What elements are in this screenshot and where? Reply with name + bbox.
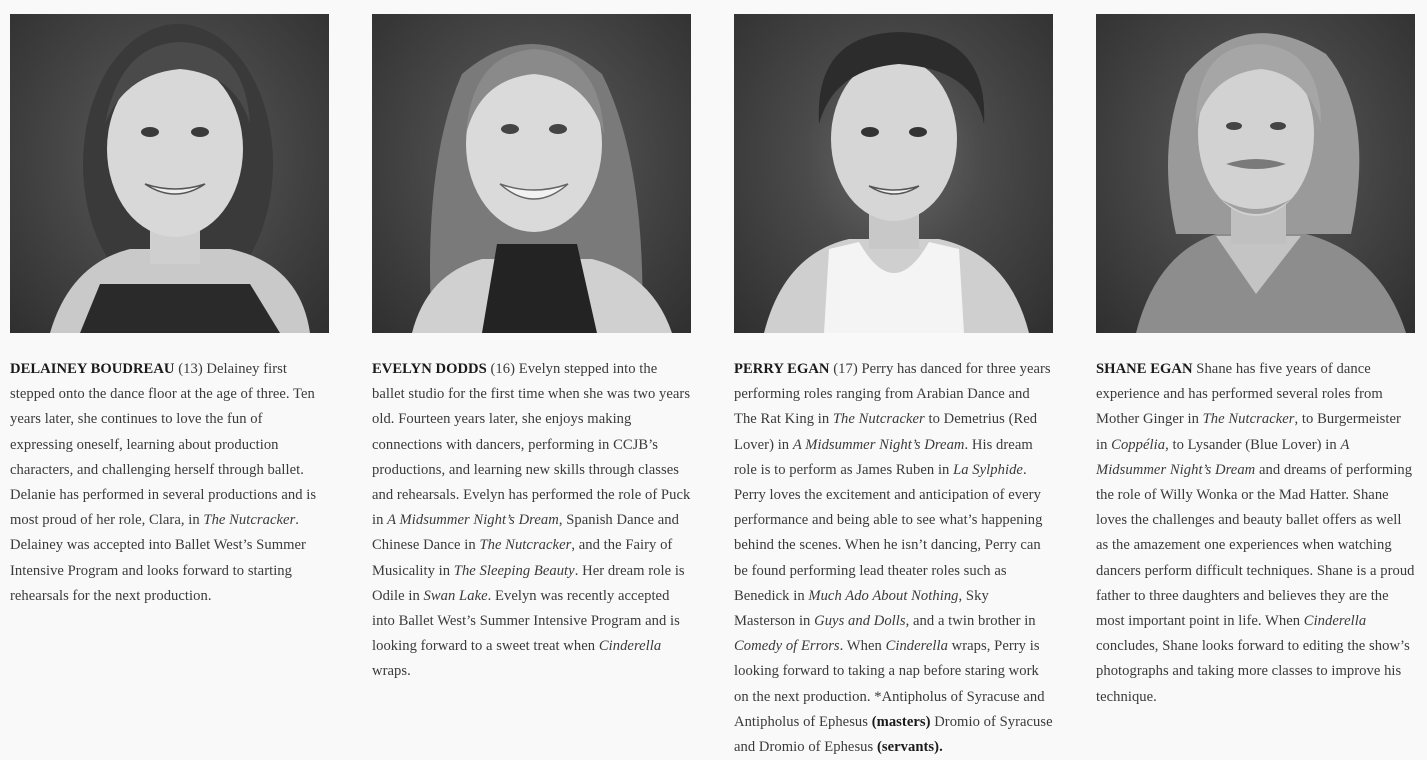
portrait-image (1096, 14, 1415, 333)
bio-text: Dromio of Syracuse and Dromio of Ephesus (734, 713, 1053, 756)
bio-text: , Sky Masterson in (734, 587, 989, 630)
dancer-bio (734, 357, 1053, 760)
dancer-photo (1096, 14, 1415, 333)
bio-text: , and the Fairy of Musicality in (372, 537, 673, 579)
dancer-photo (734, 14, 1053, 333)
bio-text: wraps, Perry is looking forward to taking a nap before staring work on the next production. *Antipholus of Syracuse and Antipholus of Ephesus (734, 638, 1045, 730)
bio-text: Perry has danced for three years performing roles ranging from Arabian Dance and The Rat King in (734, 361, 1051, 428)
production-title: The Nutcracker (832, 411, 925, 428)
dancer-age: (16) (490, 361, 516, 377)
bio-text: Shane has five years of dance experience and has performed several roles from Mother Ginger in (1096, 361, 1383, 428)
bio-text: . Perry loves the excitement and anticipation of every performance and being able to see what’s happening behind the scenes. When he isn’t dancing, Perry can be found performing lead theater roles such as Benedick in (734, 461, 1043, 604)
production-title: Cinderella (1303, 613, 1367, 630)
dancer-name: DELAINEY BOUDREAU (10, 361, 175, 377)
production-title: Guys and Dolls (814, 613, 906, 630)
bio-text: . His dream role is to perform as James Ruben in (734, 436, 1033, 478)
portrait-image (10, 14, 329, 333)
dancer-photo (10, 14, 329, 333)
production-title: The Nutcracker (203, 512, 296, 529)
dancer-bio (10, 357, 329, 609)
bio-text: wraps. (372, 663, 411, 680)
dancer-name: PERRY EGAN (734, 361, 830, 377)
dancer-card (372, 14, 691, 760)
production-title: Cinderella (598, 638, 662, 655)
production-title: The Sleeping Beauty (453, 562, 575, 579)
production-title: Cinderella (885, 638, 948, 655)
production-title: Swan Lake (423, 587, 488, 604)
role-note: (masters) (871, 713, 931, 730)
bio-text: Delainey first stepped onto the dance floor at the age of three. Ten years later, she continues to love the fun of expressing oneself, learning about production characters, and challenging herself through ballet. Delanie has performed in several productions and is most proud of her role, Clara, in (10, 361, 317, 529)
production-title: La Sylphide (953, 461, 1023, 478)
portrait-image (372, 14, 691, 333)
dancer-name: EVELYN DODDS (372, 361, 487, 377)
portrait-image (734, 14, 1053, 333)
bio-text: concludes, Shane looks forward to editing the show’s photographs and taking more classes to improve his technique. (1096, 638, 1410, 705)
production-title: A Midsummer Night’s Dream (1096, 436, 1350, 478)
dancer-age: (13) (178, 361, 203, 377)
bio-text: . Evelyn was recently accepted into Ballet West’s Summer Intensive Program and is looking forward to a sweet treat when (372, 587, 680, 655)
production-title: The Nutcracker (1202, 411, 1295, 428)
dancer-card (734, 14, 1053, 760)
bio-text: to Demetrius (Red Lover) in (734, 411, 1038, 453)
bio-text: and dreams of performing the role of Willy Wonka or the Mad Hatter. Shane loves the challenges and beauty ballet offers as well as the amazement one experiences when watching dancers perform difficult techniques. Shane is a proud father to three daughters and believes they are the most important point in life. When (1096, 461, 1415, 630)
dancer-name: SHANE EGAN (1096, 361, 1193, 377)
dancer-bio (1096, 357, 1415, 710)
production-title: Coppélia (1111, 436, 1166, 453)
bio-text: , to Burgermeister in (1096, 411, 1401, 453)
role-note: (servants). (876, 739, 943, 756)
dancer-age: (17) (833, 361, 858, 377)
production-title: A Midsummer Night’s Dream (792, 436, 965, 453)
dancer-card (1096, 14, 1415, 760)
bio-text: Evelyn stepped into the ballet studio for the first time when she was two years old. Fourteen years later, she enjoys making connections with dancers, performing in CCJB’s productions, and learning new skills through classes and rehearsals. Evelyn has performed the role of Puck in (372, 361, 691, 529)
production-title: The Nutcracker (479, 537, 572, 554)
production-title: A Midsummer Night’s Dream (387, 512, 559, 529)
production-title: Much Ado About Nothing (808, 587, 959, 604)
dancer-bio (372, 357, 691, 685)
dancer-grid (10, 14, 1415, 760)
bio-text: . Delainey was accepted into Ballet West’s Summer Intensive Program and looks forward to starting rehearsals for the next production. (10, 512, 306, 604)
bio-text: , and a twin brother in (905, 613, 1036, 630)
dancer-card (10, 14, 329, 760)
production-title: Comedy of Errors (734, 638, 840, 655)
bio-text: . Her dream role is Odile in (372, 562, 685, 604)
dancer-photo (372, 14, 691, 333)
bio-text: , Spanish Dance and Chinese Dance in (372, 512, 679, 554)
bio-text: , to Lysander (Blue Lover) in (1165, 436, 1341, 453)
bio-text: . When (839, 638, 886, 655)
